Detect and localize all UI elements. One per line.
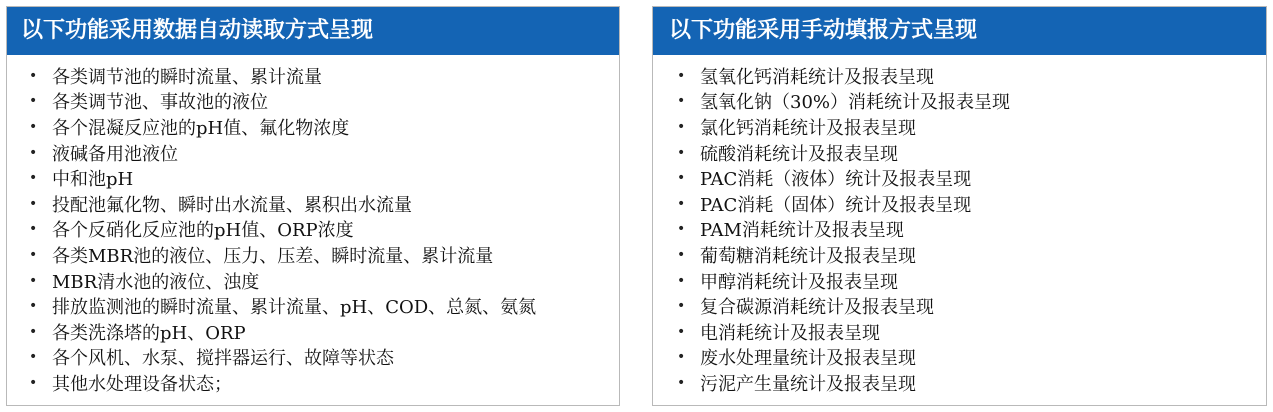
auto-read-item-text: 各类调节池、事故池的液位	[52, 92, 268, 114]
manual-entry-panel-title: 以下功能采用手动填报方式呈现	[653, 7, 1266, 55]
auto-read-item	[7, 140, 619, 166]
bullet-icon: •	[677, 221, 686, 238]
manual-entry-item-text: 废水处理量统计及报表呈现	[700, 348, 916, 370]
auto-read-item	[7, 89, 619, 115]
auto-read-item-text: 各类洗涤塔的pH、ORP	[52, 322, 246, 344]
auto-read-item	[7, 242, 619, 268]
bullet-icon: •	[677, 93, 686, 110]
bullet-icon: •	[29, 195, 38, 212]
auto-read-item	[7, 268, 619, 294]
manual-entry-item-text: PAC消耗（固体）统计及报表呈现	[700, 194, 972, 216]
auto-read-item	[7, 319, 619, 345]
manual-entry-item	[653, 140, 1266, 166]
bullet-icon: •	[677, 246, 686, 263]
bullet-icon: •	[677, 374, 686, 391]
bullet-icon: •	[29, 67, 38, 84]
auto-read-item-text: 各类调节池的瞬时流量、累计流量	[52, 66, 322, 88]
manual-entry-item	[653, 217, 1266, 243]
bullet-icon: •	[29, 170, 38, 187]
bullet-icon: •	[29, 246, 38, 263]
auto-read-item-text: 液碱备用池液位	[52, 143, 178, 165]
manual-entry-item-text: 复合碳源消耗统计及报表呈现	[700, 297, 934, 319]
auto-read-item	[7, 63, 619, 89]
auto-read-item-text: MBR清水池的液位、浊度	[52, 271, 260, 293]
manual-entry-item-text: PAM消耗统计及报表呈现	[700, 220, 904, 242]
manual-entry-item	[653, 191, 1266, 217]
manual-entry-item-text: 氢氧化钙消耗统计及报表呈现	[700, 66, 934, 88]
bullet-icon: •	[677, 170, 686, 187]
manual-entry-item	[653, 345, 1266, 371]
bullet-icon: •	[29, 349, 38, 366]
manual-entry-item	[653, 268, 1266, 294]
auto-read-item-text: 其他水处理设备状态；	[52, 373, 232, 395]
manual-entry-item-text: 甲醇消耗统计及报表呈现	[700, 271, 898, 293]
auto-read-item-text: 各个混凝反应池的pH值、氟化物浓度	[52, 117, 350, 139]
auto-read-item	[7, 114, 619, 140]
manual-entry-item-text: 葡萄糖消耗统计及报表呈现	[700, 245, 916, 267]
bullet-icon: •	[29, 323, 38, 340]
auto-read-item-text: 各个风机、水泵、搅拌器运行、故障等状态	[52, 348, 394, 370]
bullet-icon: •	[29, 93, 38, 110]
auto-read-item-text: 中和池pH	[52, 169, 134, 191]
bullet-icon: •	[677, 349, 686, 366]
manual-entry-panel	[652, 6, 1267, 406]
manual-entry-item-text: 氢氧化钠（30%）消耗统计及报表呈现	[700, 92, 1011, 114]
bullet-icon: •	[677, 323, 686, 340]
manual-entry-item	[653, 89, 1266, 115]
manual-entry-item	[653, 319, 1266, 345]
auto-read-panel-title: 以下功能采用数据自动读取方式呈现	[7, 7, 619, 55]
auto-read-item	[7, 165, 619, 191]
bullet-icon: •	[677, 195, 686, 212]
auto-read-item-text: 投配池氟化物、瞬时出水流量、累积出水流量	[52, 194, 412, 216]
bullet-icon: •	[677, 144, 686, 161]
bullet-icon: •	[677, 118, 686, 135]
bullet-icon: •	[677, 298, 686, 315]
manual-entry-item	[653, 114, 1266, 140]
auto-read-item	[7, 293, 619, 319]
bullet-icon: •	[29, 118, 38, 135]
auto-read-item-text: 各个反硝化反应池的pH值、ORP浓度	[52, 220, 354, 242]
bullet-icon: •	[677, 272, 686, 289]
auto-read-item	[7, 191, 619, 217]
manual-entry-item	[653, 293, 1266, 319]
manual-entry-item	[653, 370, 1266, 396]
bullet-icon: •	[29, 272, 38, 289]
auto-read-item	[7, 345, 619, 371]
bullet-icon: •	[29, 374, 38, 391]
manual-entry-item	[653, 165, 1266, 191]
manual-entry-item	[653, 242, 1266, 268]
manual-entry-item-text: 氯化钙消耗统计及报表呈现	[700, 117, 916, 139]
manual-entry-list	[653, 55, 1266, 396]
auto-read-panel	[6, 6, 620, 406]
manual-entry-item-text: 污泥产生量统计及报表呈现	[700, 373, 916, 395]
bullet-icon: •	[677, 67, 686, 84]
auto-read-item-text: 各类MBR池的液位、压力、压差、瞬时流量、累计流量	[52, 245, 494, 267]
manual-entry-item	[653, 63, 1266, 89]
auto-read-item-text: 排放监测池的瞬时流量、累计流量、pH、COD、总氮、氨氮	[52, 297, 537, 319]
manual-entry-item-text: 硫酸消耗统计及报表呈现	[700, 143, 898, 165]
bullet-icon: •	[29, 221, 38, 238]
manual-entry-item-text: PAC消耗（液体）统计及报表呈现	[700, 169, 972, 191]
manual-entry-item-text: 电消耗统计及报表呈现	[700, 322, 880, 344]
auto-read-item	[7, 217, 619, 243]
bullet-icon: •	[29, 298, 38, 315]
auto-read-list	[7, 55, 619, 396]
auto-read-item	[7, 370, 619, 396]
bullet-icon: •	[29, 144, 38, 161]
